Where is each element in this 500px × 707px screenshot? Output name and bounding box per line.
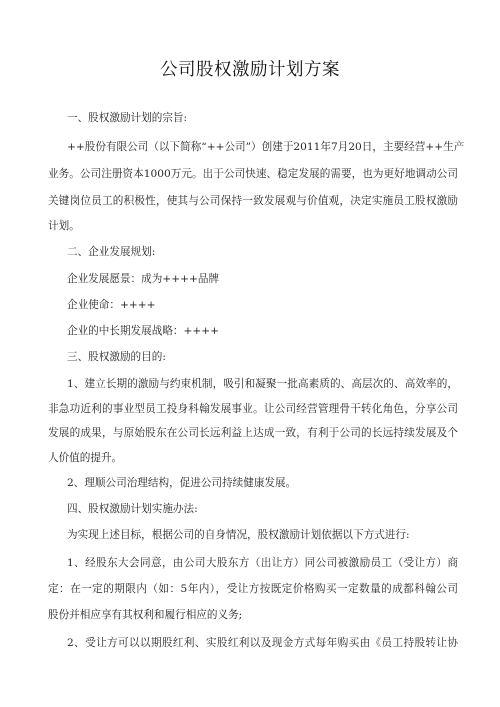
heading-objectives: 三、股权激励的目的: <box>67 351 166 363</box>
strategy-line: 企业的中长期发展战略：++++ <box>67 325 220 337</box>
paragraph-line: 2、受让方可以以期股红利、实股红利以及现金方式每年购买由《员工持股转让协 <box>67 637 458 649</box>
paragraph-line: 2、理顺公司治理结构，促进公司持续健康发展。 <box>67 477 297 489</box>
paragraph-line: 定：在一定的期限内（如：5年内），受让方按既定价格购买一定数量的成都科翰公司 <box>48 583 458 595</box>
paragraph-line: 股份并相应享有其权利和履行相应的义务; <box>48 609 243 621</box>
heading-implementation: 四、股权激励计划实施办法: <box>67 503 198 515</box>
document-title: 公司股权激励计划方案 <box>160 60 340 80</box>
paragraph-line: 为实现上述目标，根据公司的自身情况，股权激励计划依据以下方式进行: <box>67 529 410 541</box>
vision-line: 企业发展愿景：成为++++品牌 <box>67 273 220 285</box>
paragraph-line: 人价值的提升。 <box>48 452 123 464</box>
mission-line: 企业使命：++++ <box>67 299 156 311</box>
paragraph-line: 非急功近利的事业型员工投身科翰发展事业。让公司经营管理骨干转化角色，分享公司 <box>48 403 458 415</box>
paragraph-line: ++股份有限公司（以下简称“++公司”）创建于2011年7月20日，主要经营++生产 <box>67 141 465 153</box>
paragraph-line: 1、建立长期的激励与约束机制，吸引和凝聚一批高素质的、高层次的、高效率的， <box>67 378 458 390</box>
paragraph-line: 计划。 <box>48 220 80 232</box>
paragraph-line: 发展的成果，与原始股东在公司长远利益上达成一致，有利于公司的长远持续发展及个 <box>48 427 458 439</box>
paragraph-line: 1、经股东大会同意，由公司大股东方（出让方）同公司被激励员工（受让方）商 <box>67 557 458 569</box>
heading-development-plan: 二、企业发展规划: <box>67 246 156 258</box>
paragraph-line: 业务。公司注册资本1000万元。出于公司快速、稳定发展的需要，也为更好地调动公司 <box>48 168 458 180</box>
heading-purpose: 一、股权激励计划的宗旨: <box>67 112 188 124</box>
paragraph-line: 关键岗位员工的积极性，使其与公司保持一致发展观与价值观，决定实施员工股权激励 <box>48 195 458 207</box>
